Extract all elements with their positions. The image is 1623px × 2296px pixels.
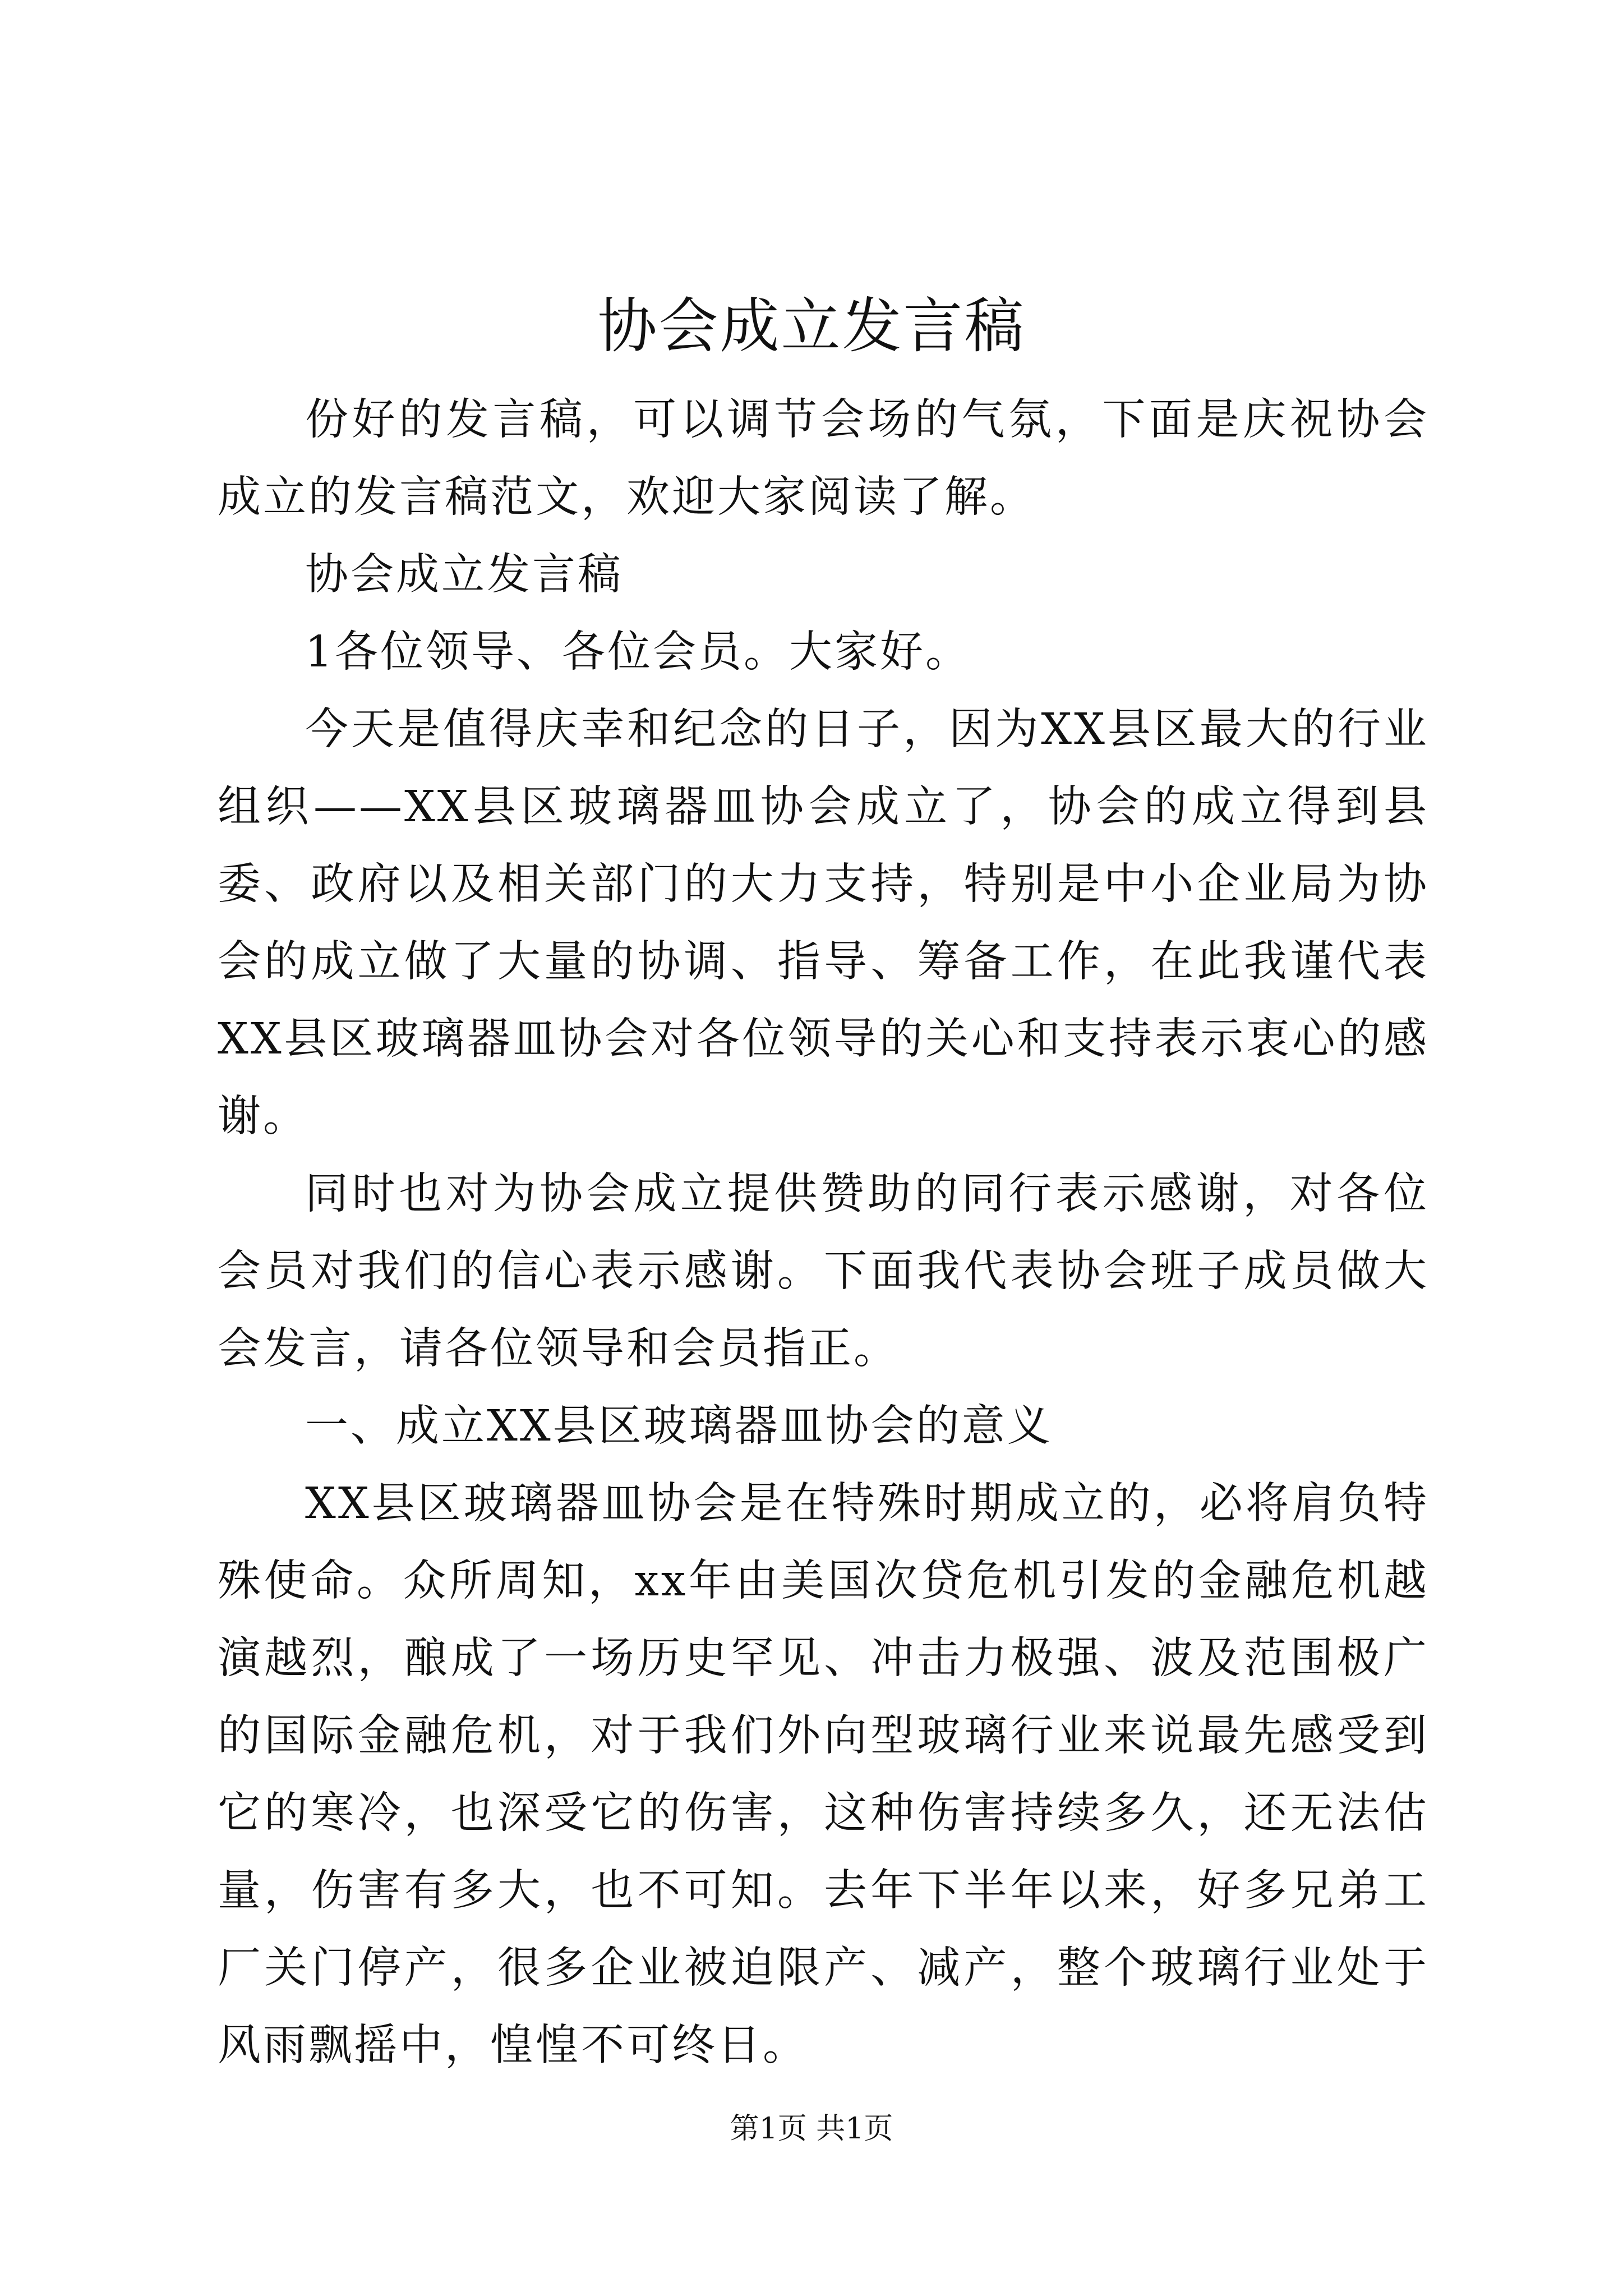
paragraph-intro: 份好的发言稿，可以调节会场的气氛，下面是庆祝协会成立的发言稿范文，欢迎大家阅读了解。 bbox=[218, 395, 1429, 522]
paragraph-financial-crisis: XX县区玻璃器皿协会是在特殊时期成立的，必将肩负特殊使命。众所周知，xx年由美国次贷危机引发的金融危机越演越烈，酿成了一场历史罕见、冲击力极强、波及范围极广的国际金融危机，对于我们外向型玻璃行业来说最先感受到它的寒冷，也深受它的伤害，这种伤害持续多久，还无法估量，伤害有多大，也不可知。去年下半年以来，好多兄弟工厂关门停产，很多企业被迫限产、减产，整个玻璃行业处于风雨飘摇中，惶惶不可终日。 bbox=[218, 1479, 1429, 2070]
paragraph-thanks-members: 同时也对为协会成立提供赞助的同行表示感谢，对各位会员对我们的信心表示感谢。下面我代表协会班子成员做大会发言，请各位领导和会员指正。 bbox=[218, 1169, 1429, 1374]
paragraph-subtitle: 协会成立发言稿 bbox=[305, 550, 623, 600]
paragraph-greeting: 1各位领导、各位会员。大家好。 bbox=[305, 627, 971, 677]
document-body bbox=[218, 381, 1429, 2085]
document-title: 协会成立发言稿 bbox=[597, 292, 1026, 361]
page-footer: 第1页 共1页 bbox=[730, 2112, 893, 2146]
section-heading-significance: 一、成立XX县区玻璃器皿协会的意义 bbox=[305, 1401, 1053, 1451]
paragraph-thanks-leaders: 今天是值得庆幸和纪念的日子，因为XX县区最大的行业组织——XX县区玻璃器皿协会成立了，协会的成立得到县委、政府以及相关部门的大力支持，特别是中小企业局为协会的成立做了大量的协调、指导、筹备工作，在此我谨代表XX县区玻璃器皿协会对各位领导的关心和支持表示衷心的感谢。 bbox=[218, 705, 1429, 1142]
